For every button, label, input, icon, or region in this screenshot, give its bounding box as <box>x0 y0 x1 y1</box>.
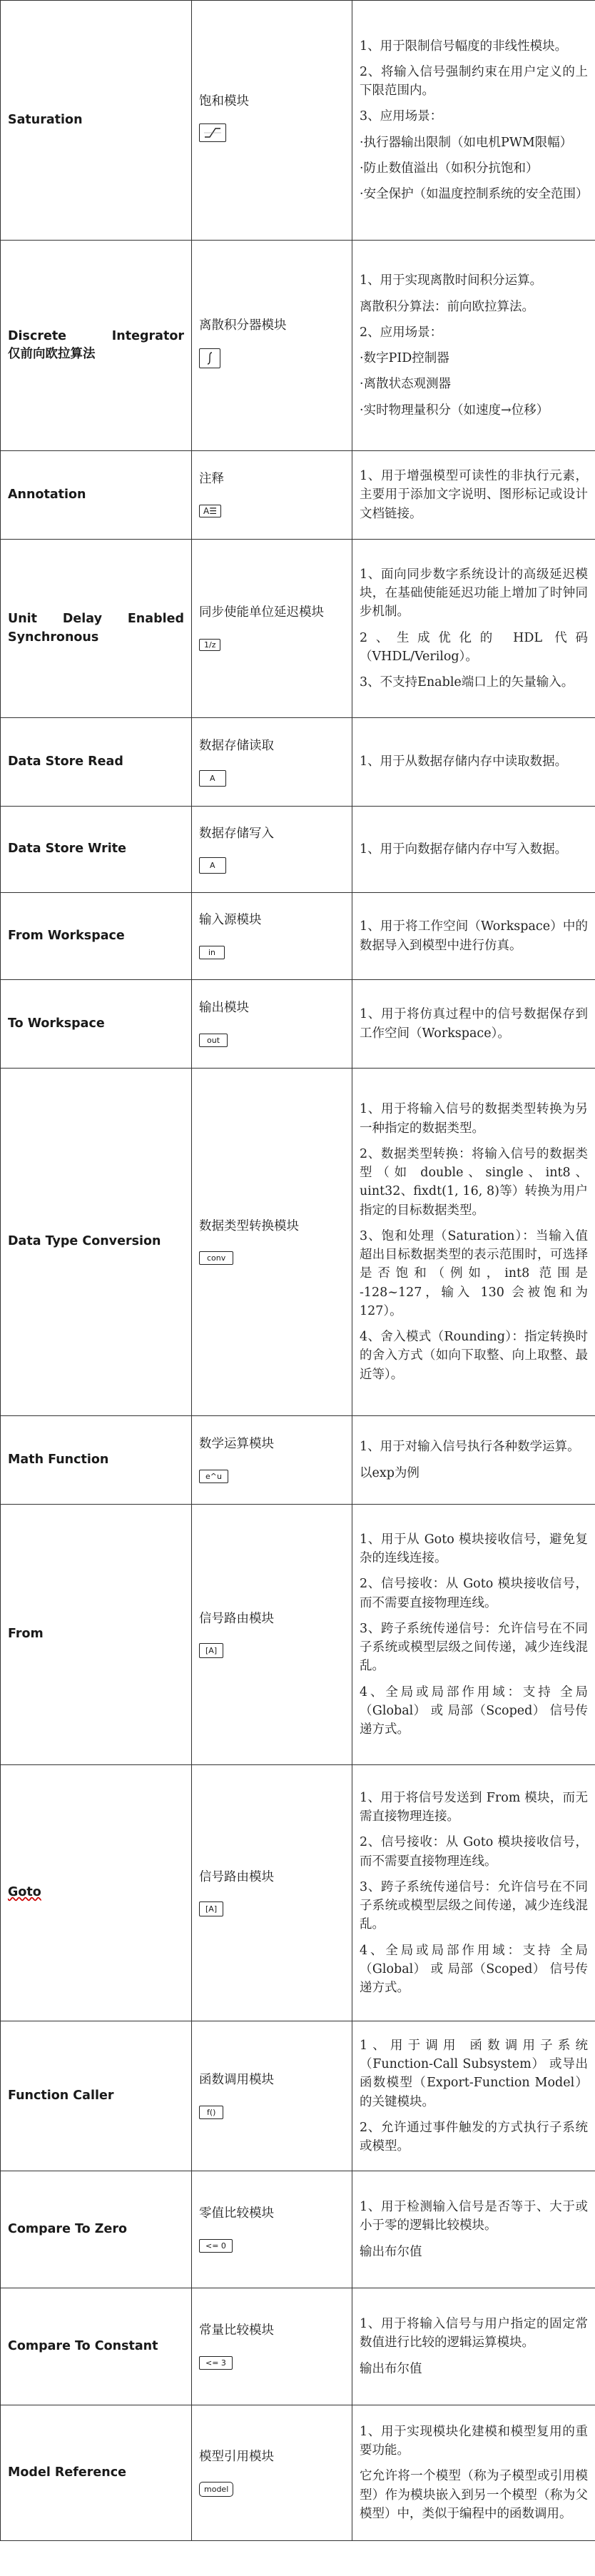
goto-icon: [A] <box>199 1901 223 1916</box>
block-description: 1、用于调用 函数调用子系统（Function-Call Subsystem） 或导出函数模型（Export-Function Model） 的关键模块。 2、允许通过事件触发的方式执行子系统或模型。 <box>352 2021 595 2171</box>
block-label: 输出模块 <box>199 1001 249 1016</box>
table-row <box>1 1765 595 2021</box>
block-label: 模型引用模块 <box>199 2450 274 2465</box>
integrator-icon <box>199 348 220 368</box>
data-store-read-icon: A <box>199 770 226 787</box>
block-cell <box>192 2288 352 2405</box>
block-name: Goto <box>1 1765 192 2021</box>
block-description: 1、用于从 Goto 模块接收信号，避免复杂的连线连接。 2、信号接收：从 Goto 模块接收信号，而不需要直接物理连线。 3、跨子系统传递信号：允许信号在不同子系统或模型层级之间传递，减少连线混乱。 4、全局或局部作用域：支持 全局（Global） 或 局部（Scoped） 信号传递方式。 <box>352 1505 595 1765</box>
block-name: Saturation <box>1 1 192 241</box>
block-name: Discrete Integrator 仅前向欧拉算法 <box>1 241 192 451</box>
block-cell <box>192 1 352 241</box>
model-reference-icon: model <box>199 2482 233 2497</box>
data-type-conversion-icon: conv <box>199 1251 233 1265</box>
block-description: 1、用于将仿真过程中的信号数据保存到工作空间（Workspace）。 <box>352 980 595 1069</box>
table-row <box>1 1505 595 1765</box>
block-label: 常量比较模块 <box>199 2323 274 2338</box>
block-label: 饱和模块 <box>199 94 249 108</box>
block-cell <box>192 241 352 451</box>
block-label: 信号路由模块 <box>199 1869 274 1884</box>
block-name: Data Type Conversion <box>1 1069 192 1416</box>
block-label: 数据存储写入 <box>199 826 274 841</box>
table-row <box>1 241 595 451</box>
block-name: Annotation <box>1 451 192 540</box>
from-icon: [A] <box>199 1643 223 1658</box>
table-row <box>1 2021 595 2171</box>
block-description: 1、用于实现模块化建模和模型复用的重要功能。 它允许将一个模型（称为子模型或引用模型）作为模块嵌入到另一个模型（称为父模型）中，类似于编程中的函数调用。 <box>352 2405 595 2541</box>
block-description: 1、用于限制信号幅度的非线性模块。 2、将输入信号强制约束在用户定义的上下限范围内。 3、应用场景： ·执行器输出限制（如电机PWM限幅） ·防止数值溢出（如积分抗饱和） ·安全保护（如温度控制系统的安全范围） <box>352 1 595 241</box>
block-name: Compare To Zero <box>1 2171 192 2288</box>
block-cell <box>192 2405 352 2541</box>
block-cell <box>192 980 352 1069</box>
math-function-icon: e^u <box>199 1470 228 1483</box>
block-cell <box>192 1505 352 1765</box>
table-row <box>1 893 595 980</box>
block-name: Compare To Constant <box>1 2288 192 2405</box>
block-cell <box>192 2021 352 2171</box>
block-cell <box>192 893 352 980</box>
table-row <box>1 1 595 241</box>
block-description: 1、用于将输入信号的数据类型转换为另一种指定的数据类型。 2、数据类型转换：将输入信号的数据类型（如 double、single、int8、uint32、fixdt(1, 16, 8)等）转换为用户指定的目标数据类型。 3、饱和处理（Saturation）：当输入值超出目标数据类型的表示范围时，可选择是否饱和（例如，int8 范围是 -128~127，输入 130 会被饱和为 127）。 4、舍入模式（Rounding）：指定转换时的舍入方式（如向下取整、向上取整、最近等）。 <box>352 1069 595 1416</box>
block-label: 离散积分器模块 <box>199 318 287 333</box>
block-label: 数据存储读取 <box>199 739 274 754</box>
block-name: Unit Delay Enabled Synchronous <box>1 540 192 718</box>
block-label: 输入源模块 <box>199 913 262 928</box>
block-cell <box>192 451 352 540</box>
unit-delay-icon: 1/z <box>199 639 220 651</box>
annotation-icon: A☰ <box>199 505 221 517</box>
block-label: 同步使能单位延迟模块 <box>199 605 324 620</box>
table-row <box>1 1069 595 1416</box>
block-description: 1、用于增强模型可读性的非执行元素，主要用于添加文字说明、图形标记或设计文档链接。 <box>352 451 595 540</box>
block-name: Model Reference <box>1 2405 192 2541</box>
table-row <box>1 718 595 807</box>
function-caller-icon: f() <box>199 2106 223 2119</box>
block-label: 零值比较模块 <box>199 2206 274 2221</box>
block-description: 1、用于将工作空间（Workspace）中的数据导入到模型中进行仿真。 <box>352 893 595 980</box>
block-name: From <box>1 1505 192 1765</box>
block-name: Math Function <box>1 1416 192 1505</box>
block-label: 数据类型转换模块 <box>199 1218 299 1233</box>
from-workspace-icon: in <box>199 946 225 959</box>
block-name: To Workspace <box>1 980 192 1069</box>
block-description: 1、用于从数据存储内存中读取数据。 <box>352 718 595 807</box>
block-name: Data Store Write <box>1 807 192 893</box>
block-name: Data Store Read <box>1 718 192 807</box>
block-description: 1、用于将输入信号与用户指定的固定常数值进行比较的逻辑运算模块。 输出布尔值 <box>352 2288 595 2405</box>
block-description: 1、用于实现离散时间积分运算。 离散积分算法：前向欧拉算法。 2、应用场景： ·数字PID控制器 ·离散状态观测器 ·实时物理量积分（如速度→位移） <box>352 241 595 451</box>
block-description: 1、用于向数据存储内存中写入数据。 <box>352 807 595 893</box>
table-row <box>1 2171 595 2288</box>
table-row <box>1 540 595 718</box>
block-name: Function Caller <box>1 2021 192 2171</box>
block-cell <box>192 540 352 718</box>
block-description: 1、用于对输入信号执行各种数学运算。 以exp为例 <box>352 1416 595 1505</box>
table-row <box>1 2288 595 2405</box>
block-cell <box>192 1416 352 1505</box>
block-cell <box>192 2171 352 2288</box>
block-cell <box>192 718 352 807</box>
table-row <box>1 807 595 893</box>
block-description: 1、面向同步数字系统设计的高级延迟模块，在基础使能延迟功能上增加了时钟同步机制。 2、生成优化的 HDL 代码（VHDL/Verilog）。 3、不支持Enable端口上的矢量输入。 <box>352 540 595 718</box>
block-cell <box>192 807 352 893</box>
to-workspace-icon: out <box>199 1034 228 1047</box>
compare-to-zero-icon: <= 0 <box>199 2239 233 2253</box>
data-store-write-icon: A <box>199 857 226 874</box>
block-description: 1、用于检测输入信号是否等于、大于或小于零的逻辑比较模块。 输出布尔值 <box>352 2171 595 2288</box>
table-row <box>1 2405 595 2541</box>
block-label: 数学运算模块 <box>199 1437 274 1452</box>
block-name: From Workspace <box>1 893 192 980</box>
block-label: 信号路由模块 <box>199 1611 274 1626</box>
block-cell <box>192 1069 352 1416</box>
table-row <box>1 1416 595 1505</box>
block-cell <box>192 1765 352 2021</box>
block-label: 函数调用模块 <box>199 2073 274 2088</box>
table-row <box>1 980 595 1069</box>
saturation-icon <box>199 123 226 142</box>
block-description: 1、用于将信号发送到 From 模块，而无需直接物理连接。 2、信号接收：从 Goto 模块接收信号，而不需要直接物理连线。 3、跨子系统传递信号：允许信号在不同子系统或模型层级之间传递，减少连线混乱。 4、全局或局部作用域：支持 全局（Global） 或 局部（Scoped） 信号传递方式。 <box>352 1765 595 2021</box>
table-row <box>1 451 595 540</box>
compare-to-constant-icon: <= 3 <box>199 2356 233 2370</box>
block-label: 注释 <box>199 472 224 487</box>
